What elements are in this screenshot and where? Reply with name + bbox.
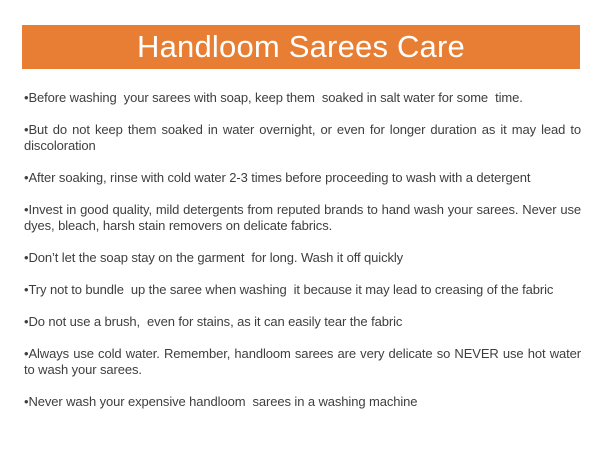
bullet-list bbox=[24, 90, 585, 426]
bullet-item: •Never wash your expensive handloom sarees in a washing machine bbox=[24, 394, 418, 409]
bullet-item: •Do not use a brush, even for stains, as it can easily tear the fabric bbox=[24, 314, 403, 329]
title-banner bbox=[22, 25, 580, 69]
bullet-item: •Try not to bundle up the saree when washing it because it may lead to creasing of the fabric bbox=[24, 282, 554, 297]
bullet-item: •Don’t let the soap stay on the garment for long. Wash it off quickly bbox=[24, 250, 404, 265]
slide-title: Handloom Sarees Care bbox=[137, 29, 465, 64]
bullet-item: •But do not keep them soaked in water overnight, or even for longer duration as it may lead to discoloration bbox=[24, 122, 585, 153]
bullet-item: •After soaking, rinse with cold water 2-3 times before proceeding to wash with a detergent bbox=[24, 170, 531, 185]
bullet-item: •Invest in good quality, mild detergents from reputed brands to hand wash your sarees. Never use dyes, bleach, harsh stain removers on delicate fabrics. bbox=[24, 202, 585, 233]
bullet-item: •Always use cold water. Remember, handloom sarees are very delicate so NEVER use hot water to wash your sarees. bbox=[24, 346, 585, 377]
bullet-item: •Before washing your sarees with soap, keep them soaked in salt water for some time. bbox=[24, 90, 523, 105]
